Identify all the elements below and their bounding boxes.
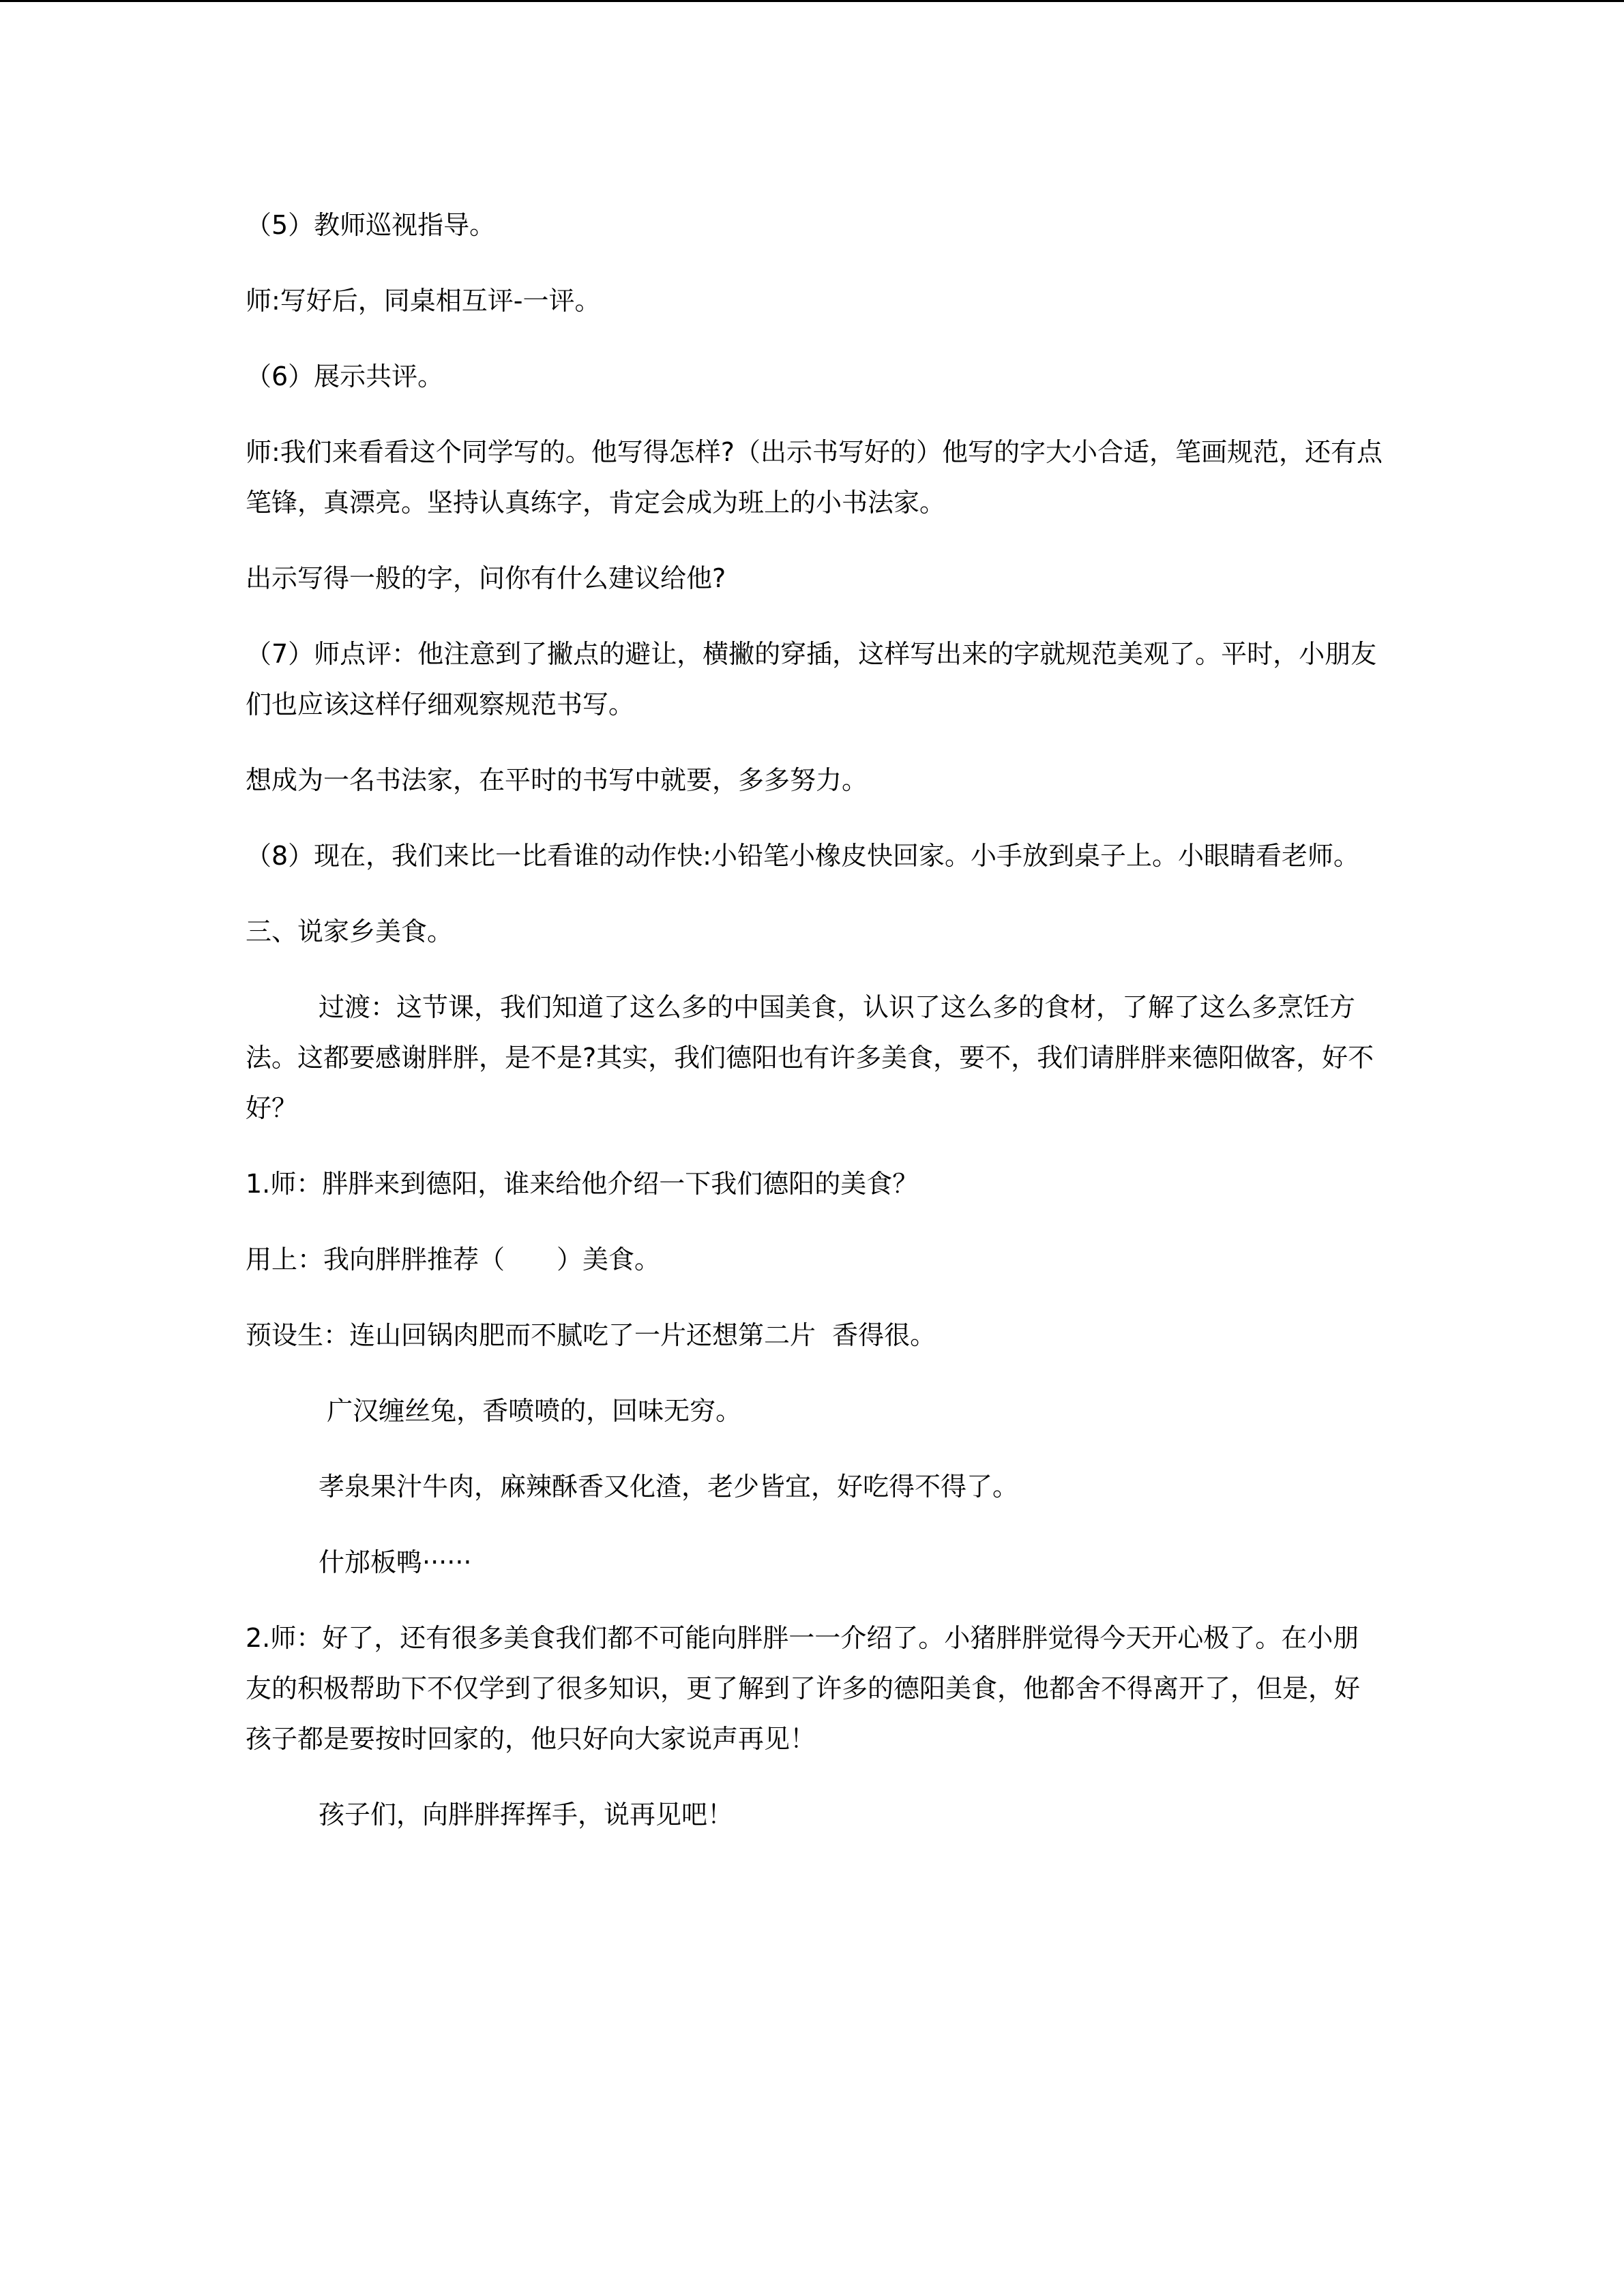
paragraph-preset-answer: 预设生：连山回锅肉肥而不腻吃了一片还想第二片 香得很。 [246,1320,936,1350]
section-heading-hometown-food: 三、说家乡美食。 [246,916,454,946]
paragraph-show-evaluate: （6）展示共评。 [246,361,444,391]
paragraph-show-average: 出示写得一般的字，问你有什么建议给他? [246,563,726,593]
paragraph-goodbye: 孩子们，向胖胖挥挥手，说再见吧！ [319,1800,734,1830]
paragraph-teacher-praise: 师:我们来看看这个同学写的。他写得怎样?（出示书写好的）他写的字大小合适，笔画规范，还有点笔锋，真漂亮。坚持认真练字，肯定会成为班上的小书法家。 [246,437,1383,518]
paragraph-guanghan-rabbit: 广汉缠丝兔，香喷喷的，回味无穷。 [319,1396,742,1426]
paragraph-transition: 过渡：这节课，我们知道了这么多的中国美食，认识了这么多的食材，了解了这么多烹饪方法。这都要感谢胖胖，是不是?其实，我们德阳也有许多美食，要不，我们请胖胖来德阳做客，好不好？ [246,992,1374,1123]
document-body [246,200,1385,1865]
paragraph-shifang-duck: 什邡板鸭······ [319,1547,472,1577]
paragraph-question-2: 2.师：好了，还有很多美食我们都不可能向胖胖一一介绍了。小猪胖胖觉得今天开心极了。在小朋友的积极帮助下不仅学到了很多知识，更了解到了许多的德阳美食，他都舍不得离开了，但是，好孩子都是要按时回家的，他只好向大家说声再见！ [246,1623,1361,1754]
paragraph-peer-review: 师:写好后，同桌相互评-一评。 [246,286,601,316]
paragraph-xiaoquan-beef: 孝泉果汁牛肉，麻辣酥香又化渣，老少皆宜，好吃得不得了。 [319,1472,1019,1502]
paragraph-calligrapher: 想成为一名书法家，在平时的书写中就要，多多努力。 [246,765,868,795]
paragraph-teacher-patrol: （5）教师巡视指导。 [246,210,496,240]
paragraph-question-1: 1.师：胖胖来到德阳，谁来给他介绍一下我们德阳的美食？ [246,1169,919,1199]
paragraph-tidy-up: （8）现在，我们来比一比看谁的动作快:小铅笔小橡皮快回家。小手放到桌子上。小眼睛看老师。 [246,841,1359,871]
paragraph-teacher-comment: （7）师点评：他注意到了撇点的避让，横撇的穿插，这样写出来的字就规范美观了。平时，小朋友们也应该这样仔细观察规范书写。 [246,639,1377,719]
paragraph-sentence-pattern: 用上：我向胖胖推荐（ ）美食。 [246,1244,661,1274]
